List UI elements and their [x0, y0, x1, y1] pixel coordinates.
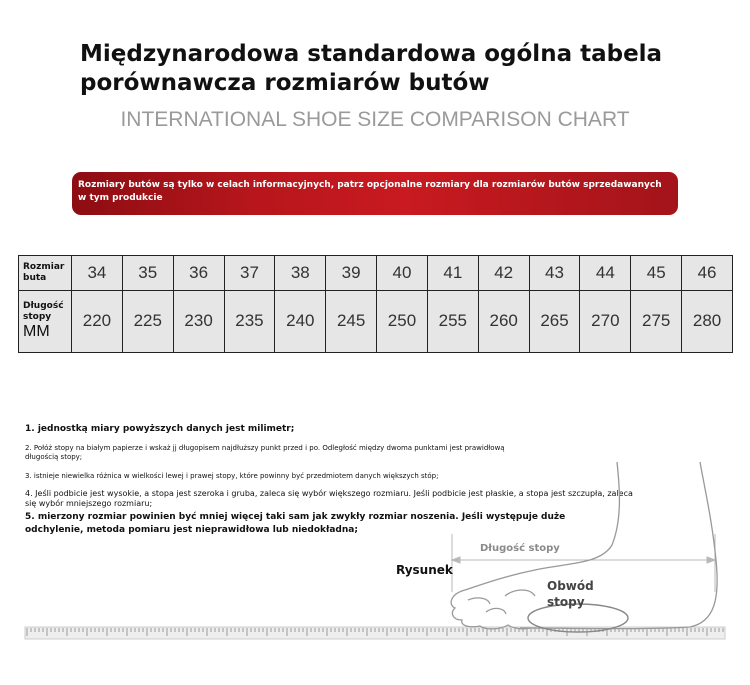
- shoe-size-cell: 38: [275, 256, 326, 291]
- foot-length-cell: 280: [682, 290, 733, 352]
- foot-length-cell: 275: [631, 290, 682, 352]
- foot-length-cell: 270: [580, 290, 631, 352]
- foot-length-label: Długość stopy: [480, 543, 560, 554]
- foot-length-cell: 255: [427, 290, 478, 352]
- shoe-size-cell: 35: [122, 256, 173, 291]
- note-item: 1. jednostką miary powyższych danych jest milimetr;: [25, 424, 295, 434]
- foot-length-cell: 230: [173, 290, 224, 352]
- figure-label: Rysunek: [396, 563, 453, 577]
- shoe-size-cell: 40: [377, 256, 428, 291]
- foot-length-cell: 225: [122, 290, 173, 352]
- note-item: 4. Jeśli podbicie jest wysokie, a stopa jest szeroka i gruba, zaleca się wybór większego rozmiaru. Jeśli podbicie jest płaskie, a stopa jest szczupła, zaleca się wybór mniejszego rozmiaru;: [25, 489, 633, 508]
- unit-label: MM: [23, 323, 50, 341]
- foot-length-cell: 220: [72, 290, 123, 352]
- shoe-size-cell: 37: [224, 256, 275, 291]
- shoe-size-cell: 41: [427, 256, 478, 291]
- foot-length-cell: 265: [529, 290, 580, 352]
- note-item: 3. istnieje niewielka różnica w wielkości lewej i prawej stopy, które powinny być przedmiotem danych większych stóp;: [25, 472, 439, 480]
- foot-length-cell: 260: [478, 290, 529, 352]
- shoe-size-cell: 39: [326, 256, 377, 291]
- page-subtitle: INTERNATIONAL SHOE SIZE COMPARISON CHART: [120, 108, 630, 131]
- foot-girth-label: Obwód stopy: [547, 579, 594, 609]
- shoe-size-header: Rozmiar buta: [19, 256, 72, 291]
- disclaimer-banner: Rozmiary butów są tylko w celach informacyjnych, patrz opcjonalne rozmiary dla rozmiarów butów sprzedawanych w tym produkcie: [72, 172, 678, 215]
- foot-length-header-label: Długość stopy: [23, 301, 64, 323]
- note-item: 2. Połóż stopy na białym papierze i wskaż jj długopisem najdłuższy punkt przed i po. Odległość między dwoma punktami jest prawidłową długością stopy;: [25, 444, 505, 461]
- shoe-size-cell: 36: [173, 256, 224, 291]
- page-title: Międzynarodowa standardowa ogólna tabela porównawcza rozmiarów butów: [80, 41, 663, 96]
- foot-length-cell: 250: [377, 290, 428, 352]
- shoe-size-cell: 34: [72, 256, 123, 291]
- shoe-size-cell: 44: [580, 256, 631, 291]
- foot-length-cell: 235: [224, 290, 275, 352]
- shoe-size-cell: 43: [529, 256, 580, 291]
- note-item: 5. mierzony rozmiar powinien być mniej więcej taki sam jak zwykły rozmiar noszenia. Jeśli występuje duże odchylenie, metoda pomiaru jest nieprawidłowa lub niedokładna;: [25, 512, 566, 535]
- shoe-size-cell: 45: [631, 256, 682, 291]
- foot-length-cell: 245: [326, 290, 377, 352]
- shoe-size-cell: 42: [478, 256, 529, 291]
- shoe-size-cell: 46: [682, 256, 733, 291]
- foot-length-cell: 240: [275, 290, 326, 352]
